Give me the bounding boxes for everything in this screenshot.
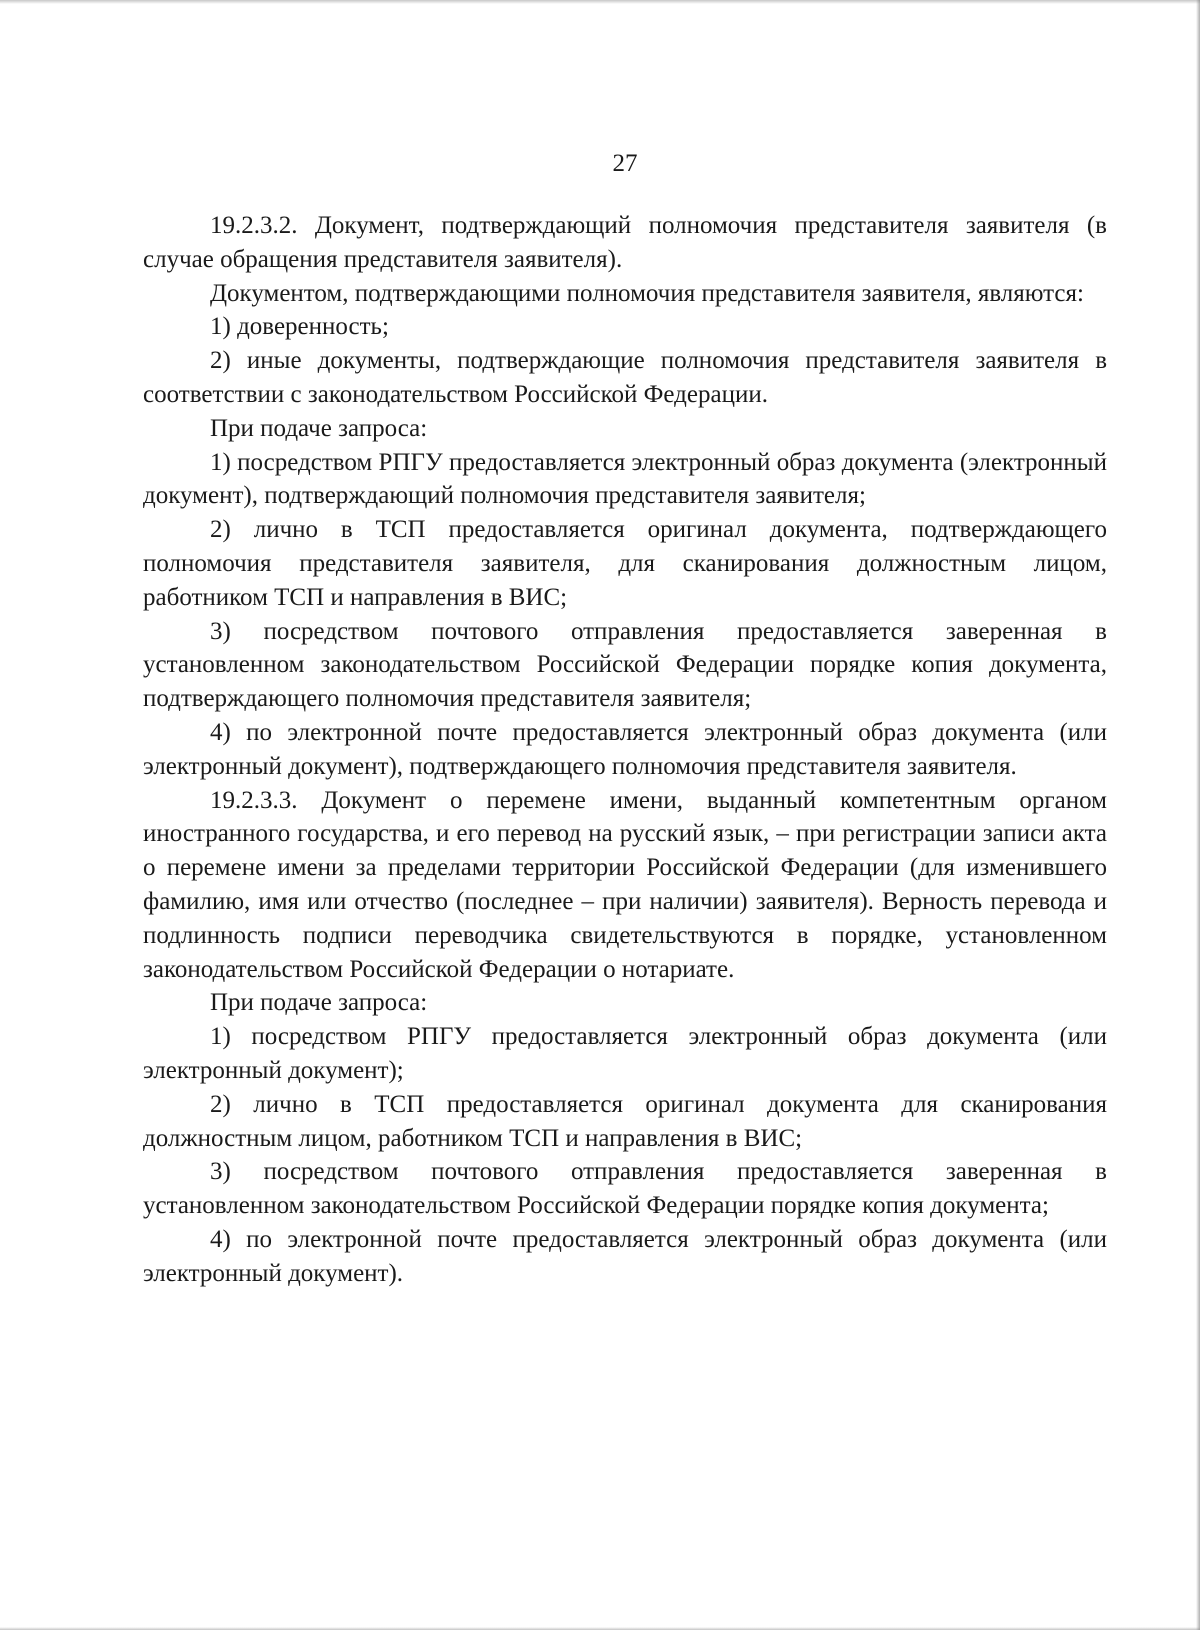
list-item-postal-submission: 3) посредством почтового отправления предоставляется заверенная в установленном законодательством Российской Федерации порядке копия документа, подтверждающего полномочия представителя заявителя; bbox=[143, 617, 1107, 713]
list-item-email-submission: 4) по электронной почте предоставляется электронный образ документа (или электронный документ), подтверждающего полномочия представителя заявителя. bbox=[143, 718, 1107, 780]
paragraph-19-2-3-2-heading: 19.2.3.2. Документ, подтверждающий полномочия представителя заявителя (в случае обращения представителя заявителя). bbox=[143, 212, 1107, 273]
list-item-rpgu-submission: 1) посредством РПГУ предоставляется электронный образ документа (электронный документ), подтверждающий полномочия представителя заявителя; bbox=[143, 448, 1107, 510]
paragraph-submission-intro: При подаче запроса: bbox=[210, 414, 428, 442]
list-item-other-documents: 2) иные документы, подтверждающие полномочия представителя заявителя в соответствии с законодательством Российской Федерации. bbox=[143, 347, 1107, 408]
list-item-tsp-in-person: 2) лично в ТСП предоставляется оригинал документа, подтверждающего полномочия представителя заявителя, для сканирования должностным лицом, работником ТСП и направления в ВИС; bbox=[143, 516, 1107, 611]
paragraph-submission-intro-2: При подаче запроса: bbox=[210, 989, 428, 1017]
page-number: 27 bbox=[612, 150, 638, 177]
list-item-rpgu-submission-2: 1) посредством РПГУ предоставляется электронный образ документа (или электронный документ); bbox=[143, 1023, 1107, 1084]
list-item-power-of-attorney: 1) доверенность; bbox=[210, 313, 389, 341]
document-body bbox=[143, 209, 1107, 1291]
scan-edge-right bbox=[1196, 0, 1200, 1630]
list-item-postal-submission-2: 3) посредством почтового отправления предоставляется заверенная в установленном законодательством Российской Федерации порядке копия документа; bbox=[143, 1158, 1107, 1220]
list-item-email-submission-2: 4) по электронной почте предоставляется электронный образ документа (или электронный документ). bbox=[143, 1225, 1107, 1287]
paragraph-19-2-3-3-name-change: 19.2.3.3. Документ о перемене имени, выданный компетентным органом иностранного государства, и его перевод на русский язык, – при регистрации записи акта о перемене имени за пределами территории Российской Федерации (для изменившего фамилию, имя или отчество (последнее – при наличии) заявителя). Верность перевода и подлинность подписи переводчика свидетельствуются в порядке, установленном законодательством Российской Федерации о нотариате. bbox=[143, 786, 1107, 983]
paragraph-authority-documents-intro: Документом, подтверждающими полномочия представителя заявителя, являются: bbox=[210, 279, 1084, 307]
scan-edge-top bbox=[0, 0, 1200, 4]
list-item-tsp-in-person-2: 2) лично в ТСП предоставляется оригинал документа для сканирования должностным лицом, работником ТСП и направления в ВИС; bbox=[143, 1090, 1107, 1152]
